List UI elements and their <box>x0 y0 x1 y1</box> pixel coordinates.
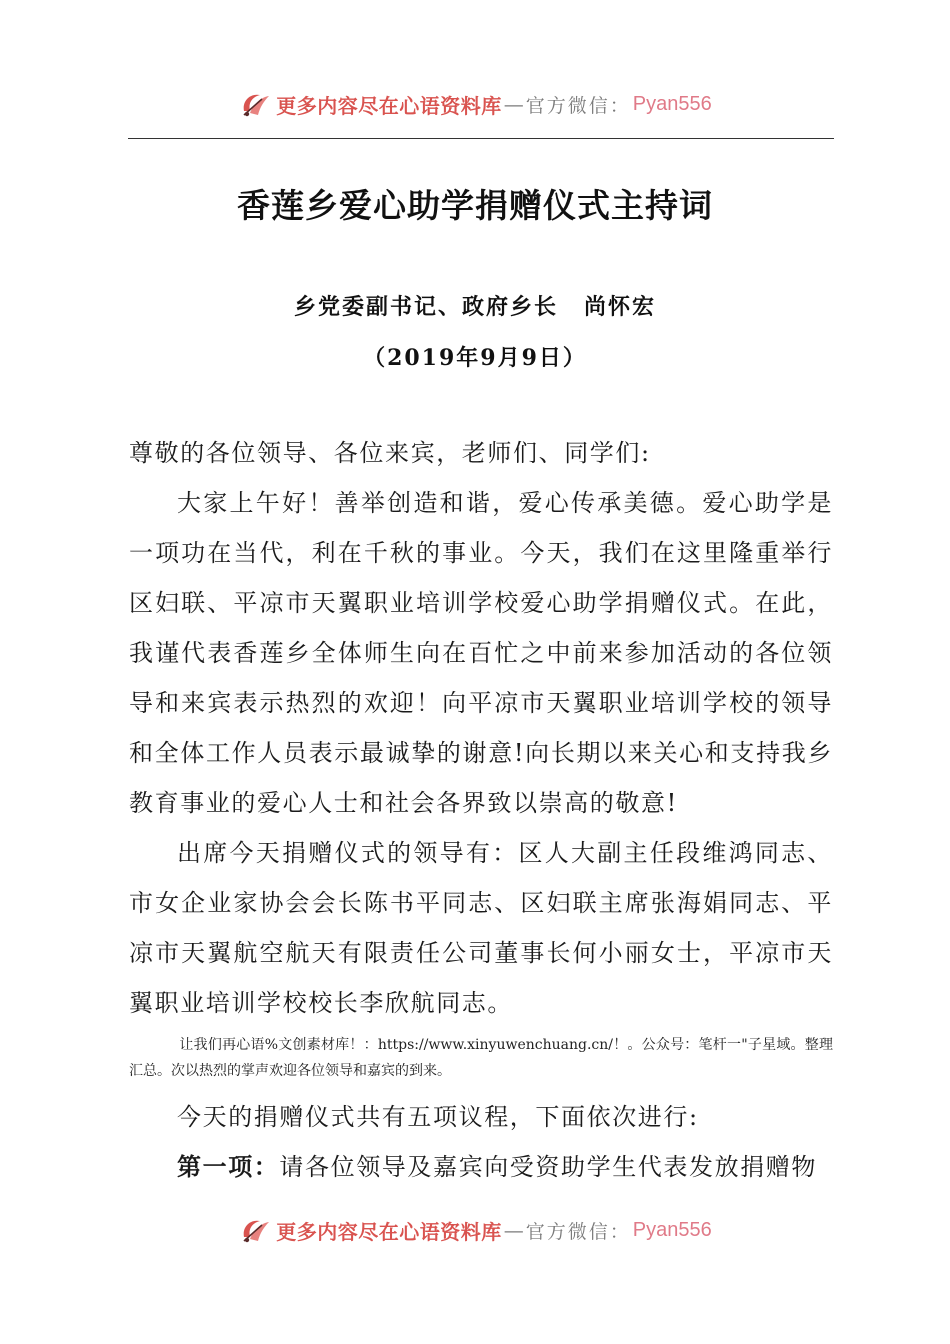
document-date: （2019年9月9日） <box>363 345 587 371</box>
quill-ribbon-logo-icon <box>238 87 272 121</box>
agenda-item-label: 第一项： <box>177 1153 280 1181</box>
paragraph: 出席今天捐赠仪式的领导有：区人大副主任段维鸿同志、市女企业家协会会长陈书平同志、区妇联主席张海娟同志、平凉市天翼航空航天有限责任公司董事长何小丽女士，平凉市天翼职业培训学校校长李欣航同志。 <box>129 839 833 1017</box>
agenda-item-one <box>129 1142 833 1192</box>
header-banner <box>0 84 950 124</box>
watermark-note: 让我们再心语%文创素材库！：https://www.xinyuwenchuang.cn/！。公众号：笔杆一"子星域。整理汇总。次以热烈的掌声欢迎各位领导和嘉宾的到来。 <box>129 1037 833 1079</box>
footer-contact-id: Pyan556 <box>632 1218 712 1241</box>
footer-contact-label: 官方微信： <box>525 1220 631 1243</box>
banner-separator: — <box>503 92 524 116</box>
speaker-name: 尚怀宏 <box>584 294 657 320</box>
document-title: 香莲乡爱心助学捐赠仪式主持词 <box>237 186 713 225</box>
footer-banner-title: 更多内容尽在心语资料库 <box>276 1219 502 1244</box>
speaker-role: 乡党委副书记、政府乡长 <box>293 294 558 320</box>
footer-banner-separator: — <box>503 1218 524 1242</box>
quill-ribbon-logo-icon <box>238 1213 272 1247</box>
header-divider <box>128 138 834 139</box>
banner-contact-label: 官方微信： <box>525 94 631 117</box>
agenda-item-text: 请各位领导及嘉宾向受资助学生代表发放捐赠物 <box>279 1153 818 1181</box>
footer-banner <box>0 1210 950 1250</box>
salutation: 尊敬的各位领导、各位来宾，老师们、同学们: <box>129 439 651 467</box>
banner-title: 更多内容尽在心语资料库 <box>276 93 502 118</box>
document-body <box>129 428 833 1192</box>
paragraph: 大家上午好！善举创造和谐，爱心传承美德。爱心助学是一项功在当代，利在千秋的事业。今天，我们在这里隆重举行区妇联、平凉市天翼职业培训学校爱心助学捐赠仪式。在此，我谨代表香莲乡全体师生向在百忙之中前来参加活动的各位领导和来宾表示热烈的欢迎！向平凉市天翼职业培训学校的领导和全体工作人员表示最诚挚的谢意!向长期以来关心和支持我乡教育事业的爱心人士和社会各界致以崇高的敬意! <box>129 489 833 817</box>
agenda-intro: 今天的捐赠仪式共有五项议程，下面依次进行: <box>177 1103 699 1131</box>
banner-contact-id: Pyan556 <box>632 92 712 115</box>
speaker-byline <box>0 290 950 321</box>
